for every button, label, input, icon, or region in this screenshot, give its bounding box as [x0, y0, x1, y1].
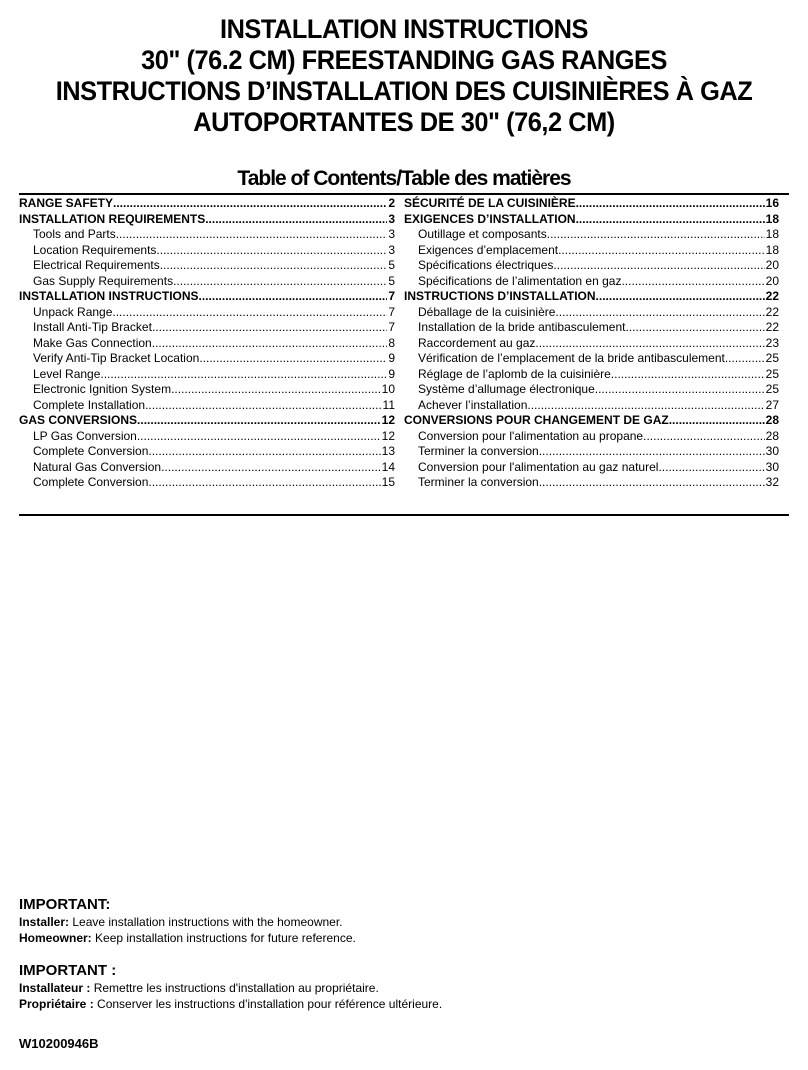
toc-entry-label: Natural Gas Conversion: [33, 459, 162, 474]
toc-entry: [404, 382, 779, 398]
toc-entry: [19, 336, 395, 352]
toc-entry: [404, 398, 779, 414]
toc-entry: [19, 398, 395, 414]
toc-entry-label: Raccordement au gaz: [418, 335, 536, 350]
toc-entry-label: Terminer la conversion: [418, 444, 539, 458]
toc-entry-label: Achever l’installation: [418, 397, 528, 412]
toc-entry-page: 7: [388, 289, 395, 303]
toc-entry-label: Conversion pour l'alimentation au gaz naturel: [418, 459, 659, 474]
homeowner-text: Conserver les instructions d'installation pour référence ultérieure.: [93, 997, 443, 1011]
title-line-4: AUTOPORTANTES DE 30" (76,2 CM): [193, 107, 615, 137]
installer-text: Remettre les instructions d'installation au propriétaire.: [90, 981, 379, 995]
toc-entry: [404, 227, 779, 243]
toc-entry: [404, 475, 779, 491]
toc-entry-page: 25: [765, 351, 779, 365]
toc-leader-dots: [621, 274, 764, 290]
toc-title: Table of Contents/Table des matières: [237, 167, 571, 190]
toc-entry-page: 5: [388, 273, 395, 288]
toc-entry-label: Electronic Ignition System: [33, 382, 172, 396]
toc-leader-dots: [539, 475, 765, 491]
toc-entry-label: Système d’allumage électronique: [418, 382, 595, 396]
toc-leader-dots: [173, 274, 387, 290]
document-title: [0, 14, 808, 138]
toc-entry: [404, 336, 779, 352]
toc-entry: [404, 429, 779, 445]
toc-leader-dots: [658, 460, 764, 476]
toc-entry-label: Outillage et composants: [418, 227, 547, 241]
toc-entry-label: LP Gas Conversion: [33, 428, 137, 443]
toc-leader-dots: [148, 444, 380, 460]
toc-entry: [404, 367, 779, 383]
toc-leader-dots: [535, 336, 764, 352]
toc-leader-dots: [625, 320, 764, 336]
toc-entry-label: Gas Supply Requirements: [33, 273, 174, 288]
toc-entry-label: Tools and Parts: [33, 227, 116, 241]
document-number: W10200946B: [19, 1036, 99, 1051]
toc-entry: [19, 382, 395, 398]
notice-french: [19, 962, 442, 1012]
toc-entry-label: Vérification de l’emplacement de la bride antibasculement: [418, 351, 725, 365]
toc-leader-dots: [145, 398, 381, 414]
toc-entry: [404, 444, 779, 460]
toc-leader-dots: [112, 305, 387, 321]
toc-top-rule: [19, 193, 789, 195]
toc-leader-dots: [113, 196, 387, 212]
toc-entry-label: Installation de la bride antibasculement: [418, 320, 626, 334]
toc-entry: [404, 460, 779, 476]
notice-installer-line: [19, 914, 356, 930]
toc-leader-dots: [576, 212, 765, 228]
toc-entry-page: 9: [388, 366, 395, 381]
toc-bottom-rule: [19, 514, 789, 516]
toc-entry-page: 23: [765, 335, 779, 350]
toc-entry-label: Spécifications électriques: [418, 258, 554, 272]
installer-label: Installateur :: [19, 981, 91, 995]
toc-entry-page: 30: [765, 459, 779, 474]
toc-entry-page: 27: [765, 397, 779, 412]
toc-entry-page: 7: [388, 320, 395, 334]
notice-english: [19, 896, 356, 946]
toc-entry-label: INSTALLATION INSTRUCTIONS: [19, 289, 199, 303]
homeowner-label: Homeowner:: [19, 931, 92, 945]
toc-entry-page: 2: [388, 196, 395, 210]
toc-entry: [19, 413, 395, 429]
toc-entry-page: 28: [765, 428, 779, 443]
toc-entry-label: Electrical Requirements: [33, 258, 160, 272]
toc-entry-page: 18: [765, 227, 779, 241]
toc-leader-dots: [643, 429, 765, 445]
toc-entry: [404, 243, 779, 259]
toc-entry-page: 25: [765, 366, 779, 381]
installer-text: Leave installation instructions with the homeowner.: [69, 915, 343, 929]
toc-entry-label: EXIGENCES D’INSTALLATION: [404, 211, 576, 226]
toc-entry-label: Verify Anti-Tip Bracket Location: [33, 351, 200, 365]
toc-entry-page: 30: [765, 444, 779, 458]
toc-entry-page: 20: [765, 273, 779, 288]
toc-leader-dots: [100, 367, 387, 383]
title-line-2: 30" (76.2 CM) FREESTANDING GAS RANGES: [141, 45, 667, 75]
notice-homeowner-line: [19, 930, 356, 946]
toc-leader-dots: [558, 243, 765, 259]
toc-entry: [19, 351, 395, 367]
toc-entry-page: 20: [765, 258, 779, 272]
toc-entry-page: 3: [388, 211, 395, 226]
toc-entry: [19, 196, 395, 212]
toc-leader-dots: [555, 305, 764, 321]
toc-entry-page: 22: [765, 289, 779, 303]
toc-entry-label: RANGE SAFETY: [19, 196, 114, 210]
toc-entry-label: Complete Conversion: [33, 444, 149, 458]
toc-leader-dots: [611, 367, 765, 383]
toc-entry-page: 10: [381, 382, 395, 396]
toc-entry-page: 3: [388, 242, 395, 257]
toc-entry-page: 18: [765, 211, 779, 226]
toc-entry: [404, 274, 779, 290]
toc-entry-page: 15: [381, 475, 395, 489]
toc-entry: [19, 227, 395, 243]
toc-leader-dots: [669, 413, 765, 429]
toc-leader-dots: [156, 243, 387, 259]
toc-leader-dots: [116, 227, 388, 243]
toc-entry-label: Spécifications de l’alimentation en gaz: [418, 273, 622, 288]
toc-entry: [19, 243, 395, 259]
toc-entry: [19, 289, 395, 305]
toc-entry-page: 9: [388, 351, 395, 365]
title-line-3: INSTRUCTIONS D’INSTALLATION DES CUISINIÈRES À GAZ: [55, 76, 753, 106]
toc-entry-label: Level Range: [33, 366, 101, 381]
toc-entry: [404, 413, 779, 429]
toc-entry-label: INSTRUCTIONS D’INSTALLATION: [404, 289, 596, 303]
toc-entry-page: 13: [381, 444, 395, 458]
toc-entry-label: Déballage de la cuisinière: [418, 304, 556, 319]
toc-entry-label: Exigences d’emplacement: [418, 242, 559, 257]
toc-entry-label: Terminer la conversion: [418, 475, 539, 489]
toc-entry-page: 7: [388, 304, 395, 319]
toc-entry-page: 18: [765, 242, 779, 257]
toc-entry-label: Réglage de l’aplomb de la cuisinière: [418, 366, 611, 381]
toc-entry-label: Complete Installation: [33, 397, 146, 412]
toc-entry-label: Conversion pour l'alimentation au propane: [418, 428, 644, 443]
toc-entry-page: 32: [765, 475, 779, 489]
toc-entry-label: SÉCURITÉ DE LA CUISINIÈRE: [404, 196, 576, 210]
toc-entry: [19, 429, 395, 445]
toc-entry-label: Location Requirements: [33, 242, 157, 257]
toc-entry-page: 11: [382, 397, 395, 412]
toc-leader-dots: [547, 227, 765, 243]
toc-entry-page: 16: [765, 196, 779, 210]
toc-entry-page: 14: [381, 459, 395, 474]
toc-leader-dots: [152, 336, 388, 352]
toc-entry: [19, 305, 395, 321]
toc-entry: [404, 289, 779, 305]
toc-entry-label: Unpack Range: [33, 304, 113, 319]
toc-entry-label: Install Anti-Tip Bracket: [33, 320, 152, 334]
toc-leader-dots: [205, 212, 387, 228]
toc-entry: [404, 212, 779, 228]
toc-leader-dots: [725, 351, 765, 367]
toc-right-column: [404, 196, 779, 491]
toc-entry: [404, 258, 779, 274]
toc-entry: [19, 212, 395, 228]
toc-leader-dots: [595, 382, 765, 398]
toc-entry: [404, 305, 779, 321]
notice-installer-line: [19, 980, 442, 996]
toc-entry-page: 8: [388, 335, 395, 350]
toc-entry: [19, 475, 395, 491]
toc-left-column: [19, 196, 395, 491]
toc-leader-dots: [171, 382, 381, 398]
toc-entry-page: 12: [381, 428, 395, 443]
toc-entry: [19, 367, 395, 383]
toc-entry: [404, 351, 779, 367]
toc-entry-label: Make Gas Connection: [33, 335, 152, 350]
toc-entry: [19, 258, 395, 274]
title-line-1: INSTALLATION INSTRUCTIONS: [219, 14, 588, 44]
toc-entry-page: 12: [381, 413, 395, 427]
toc-leader-dots: [137, 429, 381, 445]
toc-entry-label: CONVERSIONS POUR CHANGEMENT DE GAZ: [404, 413, 669, 427]
toc-leader-dots: [199, 289, 388, 305]
toc-entry: [19, 460, 395, 476]
toc-entry-page: 3: [388, 227, 395, 241]
toc-leader-dots: [137, 413, 381, 429]
toc-leader-dots: [553, 258, 764, 274]
toc-leader-dots: [199, 351, 387, 367]
toc-entry: [19, 274, 395, 290]
homeowner-label: Propriétaire :: [19, 997, 94, 1011]
toc-entry: [404, 196, 779, 212]
toc-leader-dots: [161, 460, 381, 476]
toc-leader-dots: [148, 475, 380, 491]
homeowner-text: Keep installation instructions for future reference.: [91, 931, 356, 945]
toc-entry-page: 22: [765, 304, 779, 319]
toc-entry: [19, 320, 395, 336]
notice-heading: IMPORTANT :: [19, 962, 117, 979]
toc-entry-page: 28: [765, 413, 779, 427]
notice-homeowner-line: [19, 996, 442, 1012]
installer-label: Installer:: [19, 915, 70, 929]
toc-entry-page: 22: [765, 320, 779, 334]
notice-heading: IMPORTANT:: [19, 896, 111, 913]
toc-entry-page: 25: [765, 382, 779, 396]
toc-entry: [19, 444, 395, 460]
toc-entry: [404, 320, 779, 336]
toc-leader-dots: [160, 258, 388, 274]
toc-leader-dots: [527, 398, 764, 414]
toc-entry-label: GAS CONVERSIONS: [19, 413, 138, 427]
toc-entry-label: INSTALLATION REQUIREMENTS: [19, 211, 206, 226]
toc-entry-label: Complete Conversion: [33, 475, 149, 489]
toc-leader-dots: [152, 320, 387, 336]
toc-leader-dots: [596, 289, 765, 305]
toc-entry-page: 5: [388, 258, 395, 272]
toc-leader-dots: [539, 444, 765, 460]
toc-leader-dots: [576, 196, 765, 212]
